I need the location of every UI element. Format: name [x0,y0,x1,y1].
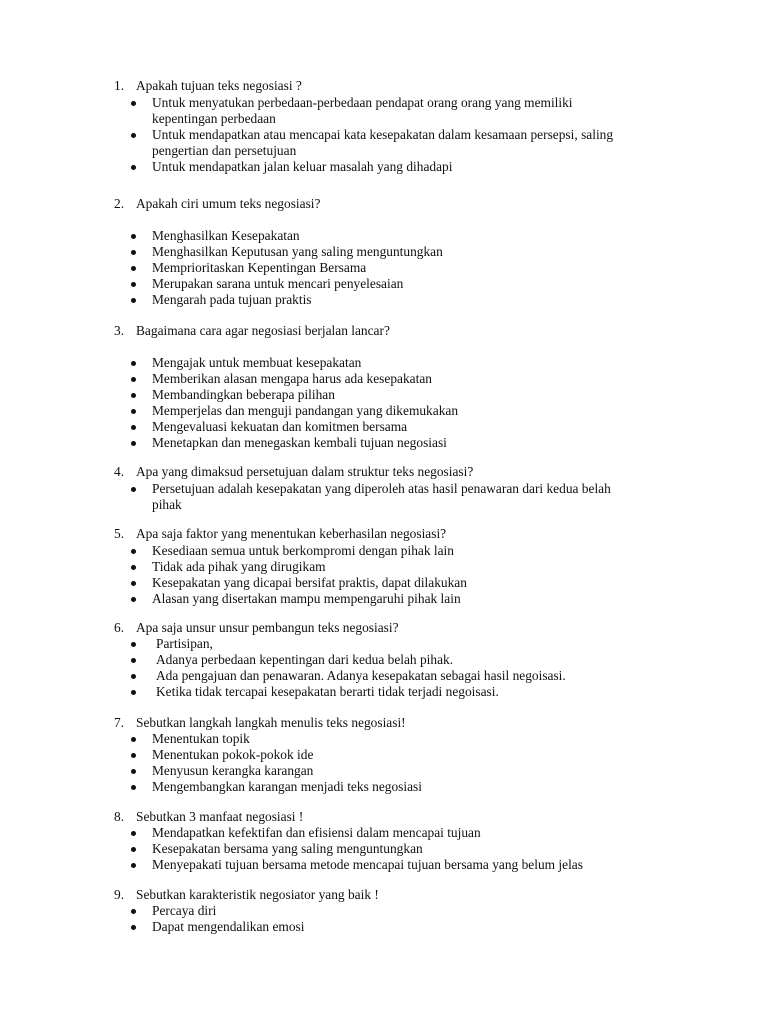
bullet-icon [131,101,136,106]
answer-text: Dapat mengendalikan emosi [152,919,305,934]
bullet-icon [131,487,136,492]
question-4 [114,464,473,480]
question-number: 9. [114,887,125,902]
answer-text: Mendapatkan kefektifan dan efisiensi dalam mencapai tujuan [152,825,481,840]
question-number: 2. [114,196,125,211]
answer-text: Kesepakatan yang dicapai bersifat praktis, dapat dilakukan [152,575,467,590]
answer-text: Menghasilkan Keputusan yang saling menguntungkan [152,244,443,259]
answer-text: Menetapkan dan menegaskan kembali tujuan negosiasi [152,435,447,450]
bullet-icon [131,425,136,430]
question-number: 8. [114,809,125,824]
question-number: 6. [114,620,125,635]
bullet-icon [131,581,136,586]
bullet-icon [131,847,136,852]
answer-text-continuation: pengertian dan persetujuan [152,143,297,158]
answer-text: Mengajak untuk membuat kesepakatan [152,355,362,370]
question-text: Apakah tujuan teks negosiasi ? [136,78,302,93]
question-number: 7. [114,715,125,730]
bullet-icon [131,441,136,446]
question-text: Sebutkan 3 manfaat negosiasi ! [136,809,304,824]
bullet-icon [131,133,136,138]
answer-text: Menyusun kerangka karangan [152,763,314,778]
answer-text: Menghasilkan Kesepakatan [152,228,300,243]
answer-text: Percaya diri [152,903,217,918]
bullet-icon [131,565,136,570]
answer-text-continuation: pihak [152,497,182,512]
bullet-icon [131,266,136,271]
bullet-icon [131,282,136,287]
answer-text: Membandingkan beberapa pilihan [152,387,335,402]
question-6 [114,620,399,636]
answer-text: Mengembangkan karangan menjadi teks negosiasi [152,779,422,794]
question-3 [114,323,390,339]
answer-text: Menentukan topik [152,731,250,746]
question-8 [114,809,303,825]
bullet-icon [131,409,136,414]
bullet-icon [131,393,136,398]
answer-text: Tidak ada pihak yang dirugikam [152,559,326,574]
answer-text: Untuk mendapatkan jalan keluar masalah yang dihadapi [152,159,453,174]
answer-text: Adanya perbedaan kepentingan dari kedua belah pihak. [156,652,454,667]
question-text: Apa saja unsur unsur pembangun teks negosiasi? [136,620,399,635]
answer-text: Untuk mendapatkan atau mencapai kata kesepakatan dalam kesamaan persepsi, saling [152,127,614,142]
question-text: Apakah ciri umum teks negosiasi? [136,196,321,211]
question-number: 4. [114,464,125,479]
bullet-icon [131,597,136,602]
question-2 [114,196,320,212]
bullet-icon [131,674,136,679]
question-number: 5. [114,526,125,541]
answer-text: Untuk menyatukan perbedaan-perbedaan pendapat orang orang yang memiliki [152,95,573,110]
answer-text: Merupakan sarana untuk mencari penyelesaian [152,276,404,291]
bullet-icon [131,658,136,663]
answer-text: Alasan yang disertakan mampu mempengaruhi pihak lain [152,591,461,606]
bullet-icon [131,753,136,758]
answer-text: Menentukan pokok-pokok ide [152,747,314,762]
answer-text: Partisipan, [156,636,213,651]
bullet-icon [131,642,136,647]
answer-text: Mengarah pada tujuan praktis [152,292,312,307]
bullet-icon [131,377,136,382]
answer-text: Memprioritaskan Kepentingan Bersama [152,260,367,275]
answer-text: Ada pengajuan dan penawaran. Adanya kesepakatan sebagai hasil negoisasi. [156,668,566,683]
bullet-icon [131,165,136,170]
bullet-icon [131,863,136,868]
bullet-icon [131,250,136,255]
answer-text: Menyepakati tujuan bersama metode mencapai tujuan bersama yang belum jelas [152,857,583,872]
bullet-icon [131,925,136,930]
question-text: Sebutkan langkah langkah menulis teks negosiasi! [136,715,406,730]
question-1 [114,78,302,94]
question-text: Bagaimana cara agar negosiasi berjalan lancar? [136,323,390,338]
bullet-icon [131,549,136,554]
bullet-icon [131,909,136,914]
question-5 [114,526,446,542]
question-text: Sebutkan karakteristik negosiator yang baik ! [136,887,379,902]
answer-text: Kesediaan semua untuk berkompromi dengan pihak lain [152,543,454,558]
bullet-icon [131,361,136,366]
answer-text: Ketika tidak tercapai kesepakatan berarti tidak terjadi negoisasi. [156,684,499,699]
answer-text: Memberikan alasan mengapa harus ada kesepakatan [152,371,432,386]
answer-text: Persetujuan adalah kesepakatan yang diperoleh atas hasil penawaran dari kedua belah [152,481,611,496]
question-number: 1. [114,78,125,93]
answer-text-continuation: kepentingan perbedaan [152,111,276,126]
bullet-icon [131,690,136,695]
question-text: Apa saja faktor yang menentukan keberhasilan negosiasi? [136,526,447,541]
bullet-icon [131,737,136,742]
bullet-icon [131,785,136,790]
bullet-icon [131,831,136,836]
answer-text: Kesepakatan bersama yang saling menguntungkan [152,841,423,856]
question-9 [114,887,379,903]
bullet-icon [131,769,136,774]
answer-text: Memperjelas dan menguji pandangan yang dikemukakan [152,403,459,418]
bullet-icon [131,298,136,303]
bullet-icon [131,234,136,239]
answer-text: Mengevaluasi kekuatan dan komitmen bersama [152,419,408,434]
question-number: 3. [114,323,125,338]
question-7 [114,715,406,731]
question-text: Apa yang dimaksud persetujuan dalam struktur teks negosiasi? [136,464,474,479]
